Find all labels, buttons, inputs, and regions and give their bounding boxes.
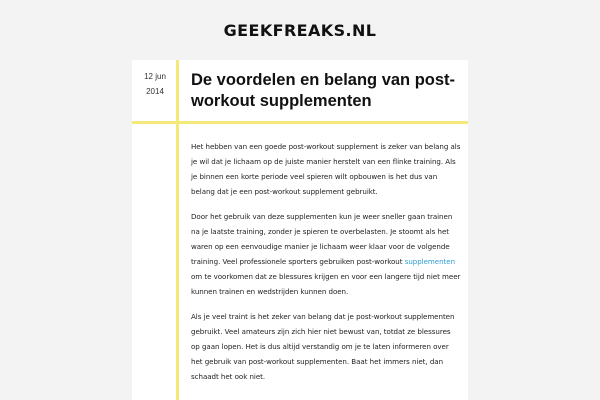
- paragraph-3: Als je veel traint is het zeker van belang dat je post-workout supplementen gebruikt. Veel amateurs zijn zich hier niet bewust van, totdat ze blessures op gaan lopen. Het is dus altijd verstandig om je te laten informeren over het gebruik van post-workout supplementen. Baat het immers niet, dan schaadt het ook niet.: [191, 312, 455, 381]
- post-date-year: 2014: [146, 87, 164, 96]
- site-title-link[interactable]: GEEKFREAKS.NL: [223, 21, 377, 40]
- post-title: De voordelen en belang van post-workout supplementen: [191, 71, 456, 110]
- post-body: [191, 139, 461, 394]
- site-header: [0, 0, 600, 60]
- post-date: [136, 69, 174, 99]
- paragraph-1: Het hebben van een goede post-workout supplement is zeker van belang als je wil dat je lichaam op de juiste manier herstelt van een flinke training. Als je binnen een korte periode veel spieren wilt opbouwen is het dus van belang dat je een post-workout supplement gebruikt.: [191, 142, 461, 196]
- paragraph-2-text-before: Door het gebruik van deze supplementen kun je weer sneller gaan trainen na je laatste training, zonder je spieren te overbelasten. Je stoomt als het waren op een eenvoudige manier je lichaam weer klaar voor de volgende training. Veel professionele sporters gebruiken post-workout: [191, 212, 453, 266]
- date-divider-vertical: [176, 60, 179, 400]
- paragraph-2-text-after: om te voorkomen dat ze blessures krijgen en voor een langere tijd niet meer kunnen trainen en wedstrijden kunnen doen.: [191, 272, 461, 296]
- post-date-day-month: 12 jun: [144, 72, 166, 81]
- supplementen-link[interactable]: supplementen: [404, 257, 456, 266]
- title-divider-horizontal: [132, 121, 468, 124]
- paragraph-2: [191, 209, 461, 299]
